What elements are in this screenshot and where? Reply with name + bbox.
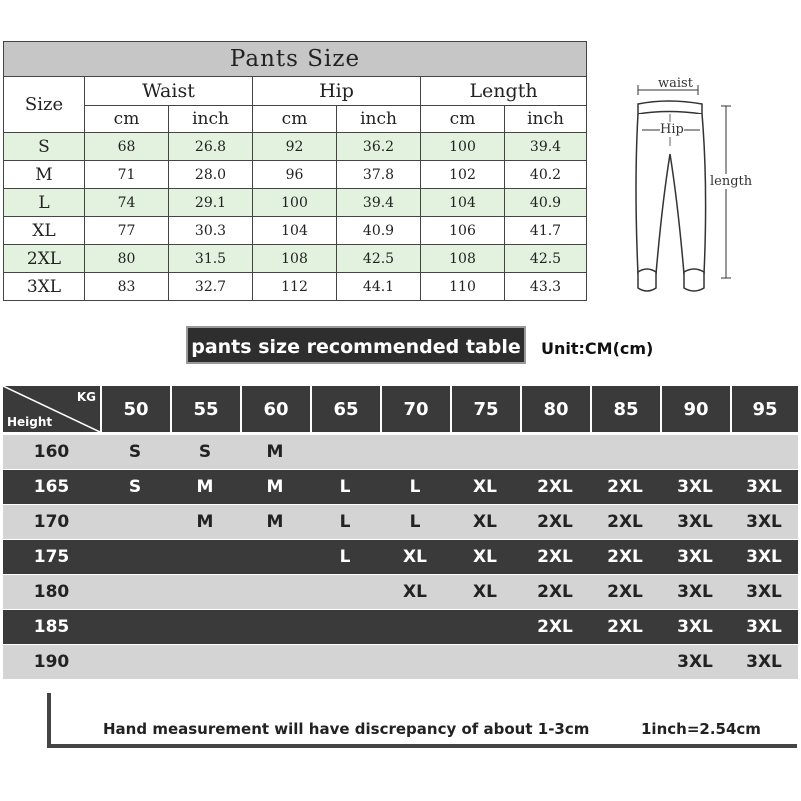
table-cell: 31.5 [169, 245, 253, 273]
size-cell [100, 610, 170, 645]
size-cell [170, 645, 240, 680]
unit-header: inch [337, 106, 421, 133]
height-cell: 160 [3, 435, 100, 470]
size-cell [100, 540, 170, 575]
table-cell: 37.8 [337, 161, 421, 189]
size-cell: M [240, 470, 310, 505]
size-cell: 2XL [590, 610, 660, 645]
table-cell: 83 [85, 273, 169, 301]
size-cell: M [240, 435, 310, 470]
table-cell: 108 [253, 245, 337, 273]
size-cell: 2XL [590, 470, 660, 505]
table-cell: 92 [253, 133, 337, 161]
height-cell: 190 [3, 645, 100, 680]
measurement-note: Hand measurement will have discrepancy of about 1-3cm [103, 720, 590, 738]
size-cell: 3XL [4, 273, 85, 301]
size-cell: XL [450, 540, 520, 575]
weight-header: 95 [730, 386, 798, 435]
waist-label: waist [658, 76, 693, 91]
height-cell: 170 [3, 505, 100, 540]
size-cell [660, 435, 730, 470]
size-cell: 2XL [4, 245, 85, 273]
unit-conversion-note: 1inch=2.54cm [641, 720, 761, 738]
table-row [4, 217, 587, 245]
table-cell: 112 [253, 273, 337, 301]
size-cell [170, 575, 240, 610]
size-cell [100, 575, 170, 610]
size-cell: S [170, 435, 240, 470]
size-cell [170, 610, 240, 645]
table-cell: 71 [85, 161, 169, 189]
size-cell: 2XL [590, 575, 660, 610]
recommended-table-title: pants size recommended table [186, 326, 526, 364]
table-cell: 44.1 [337, 273, 421, 301]
size-cell [380, 610, 450, 645]
table-row [3, 435, 798, 470]
size-cell [310, 575, 380, 610]
size-cell: L [310, 470, 380, 505]
size-cell: 3XL [730, 540, 798, 575]
weight-header: 60 [240, 386, 310, 435]
size-cell: 2XL [590, 540, 660, 575]
size-cell [240, 575, 310, 610]
table-cell: 43.3 [505, 273, 587, 301]
size-cell: 3XL [660, 645, 730, 680]
size-cell: M [4, 161, 85, 189]
weight-header: 75 [450, 386, 520, 435]
table-cell: 26.8 [169, 133, 253, 161]
unit-header: inch [169, 106, 253, 133]
size-cell: 3XL [660, 470, 730, 505]
length-label: length [710, 174, 753, 189]
height-cell: 175 [3, 540, 100, 575]
length-header: Length [421, 77, 587, 106]
table-cell: 32.7 [169, 273, 253, 301]
size-cell: S [100, 435, 170, 470]
size-cell: 2XL [520, 470, 590, 505]
size-recommendation-table [3, 386, 798, 680]
size-cell [590, 645, 660, 680]
size-cell [450, 610, 520, 645]
size-cell: L [310, 505, 380, 540]
unit-label: Unit:CM(cm) [541, 339, 654, 358]
table-cell: 30.3 [169, 217, 253, 245]
table-row [3, 645, 798, 680]
table-cell: 29.1 [169, 189, 253, 217]
size-cell [310, 435, 380, 470]
table-cell: 77 [85, 217, 169, 245]
table-cell: 104 [253, 217, 337, 245]
unit-header: inch [505, 106, 587, 133]
size-cell [520, 435, 590, 470]
table-cell: 110 [421, 273, 505, 301]
size-cell [380, 645, 450, 680]
table-cell: 40.9 [337, 217, 421, 245]
corner-header [3, 386, 100, 435]
table-cell: 42.5 [505, 245, 587, 273]
size-cell: L [380, 470, 450, 505]
table-cell: 39.4 [505, 133, 587, 161]
weight-header: 80 [520, 386, 590, 435]
size-cell: 3XL [660, 575, 730, 610]
table-cell: 100 [421, 133, 505, 161]
size-cell: 2XL [590, 505, 660, 540]
size-cell [310, 610, 380, 645]
table-row [4, 189, 587, 217]
size-cell [730, 435, 798, 470]
size-cell: 3XL [660, 505, 730, 540]
size-cell [450, 645, 520, 680]
table-cell: 41.7 [505, 217, 587, 245]
table-cell: 36.2 [337, 133, 421, 161]
unit-header: cm [253, 106, 337, 133]
table-row [3, 470, 798, 505]
height-cell: 165 [3, 470, 100, 505]
waist-header: Waist [85, 77, 253, 106]
weight-header: 65 [310, 386, 380, 435]
weight-header: 55 [170, 386, 240, 435]
size-cell: XL [450, 505, 520, 540]
height-cell: 185 [3, 610, 100, 645]
size-cell: M [170, 505, 240, 540]
table-cell: 104 [421, 189, 505, 217]
size-cell: 2XL [520, 540, 590, 575]
size-cell: 2XL [520, 505, 590, 540]
pants-size-table [3, 41, 587, 301]
table-cell: 68 [85, 133, 169, 161]
size-cell [590, 435, 660, 470]
weight-header: 85 [590, 386, 660, 435]
size-cell [170, 540, 240, 575]
size-cell: 3XL [660, 540, 730, 575]
table-cell: 40.2 [505, 161, 587, 189]
weight-header: 90 [660, 386, 730, 435]
table-cell: 96 [253, 161, 337, 189]
size-cell [520, 645, 590, 680]
size-cell [240, 610, 310, 645]
weight-header: 50 [100, 386, 170, 435]
table-cell: 28.0 [169, 161, 253, 189]
size-cell: S [100, 470, 170, 505]
table-row [3, 540, 798, 575]
pants-outline-icon [628, 74, 788, 304]
table-row [4, 161, 587, 189]
size-cell: L [310, 540, 380, 575]
table-row [3, 505, 798, 540]
size-cell [380, 435, 450, 470]
size-cell: XL [450, 575, 520, 610]
size-cell: S [4, 133, 85, 161]
table-cell: 39.4 [337, 189, 421, 217]
size-cell: XL [380, 575, 450, 610]
unit-header: cm [85, 106, 169, 133]
size-cell [100, 505, 170, 540]
size-cell: XL [380, 540, 450, 575]
size-cell: L [4, 189, 85, 217]
size-cell: 3XL [730, 645, 798, 680]
size-cell: 3XL [730, 610, 798, 645]
size-cell [310, 645, 380, 680]
size-cell: XL [450, 470, 520, 505]
size-cell [240, 540, 310, 575]
table-cell: 42.5 [337, 245, 421, 273]
table-row [3, 575, 798, 610]
height-cell: 180 [3, 575, 100, 610]
size-cell [100, 645, 170, 680]
size-column-header: Size [4, 77, 85, 133]
table-cell: 40.9 [505, 189, 587, 217]
size-cell: L [380, 505, 450, 540]
hip-label: Hip [660, 122, 684, 137]
size-cell: 2XL [520, 610, 590, 645]
size-table-title: Pants Size [4, 42, 587, 77]
table-cell: 108 [421, 245, 505, 273]
size-cell: 3XL [730, 505, 798, 540]
size-cell: M [170, 470, 240, 505]
table-row [4, 245, 587, 273]
table-cell: 100 [253, 189, 337, 217]
table-cell: 74 [85, 189, 169, 217]
pants-measurement-diagram [628, 74, 788, 304]
size-cell: 3XL [730, 575, 798, 610]
table-cell: 80 [85, 245, 169, 273]
weight-header: 70 [380, 386, 450, 435]
height-axis-label: Height [7, 415, 53, 429]
size-cell [450, 435, 520, 470]
size-cell: 2XL [520, 575, 590, 610]
hip-header: Hip [253, 77, 421, 106]
table-row [4, 273, 587, 301]
size-cell: 3XL [730, 470, 798, 505]
unit-header: cm [421, 106, 505, 133]
size-cell: M [240, 505, 310, 540]
table-cell: 106 [421, 217, 505, 245]
table-row [4, 133, 587, 161]
table-cell: 102 [421, 161, 505, 189]
table-row [3, 610, 798, 645]
size-cell: XL [4, 217, 85, 245]
size-cell: 3XL [660, 610, 730, 645]
size-cell [240, 645, 310, 680]
weight-axis-label: KG [76, 390, 96, 404]
